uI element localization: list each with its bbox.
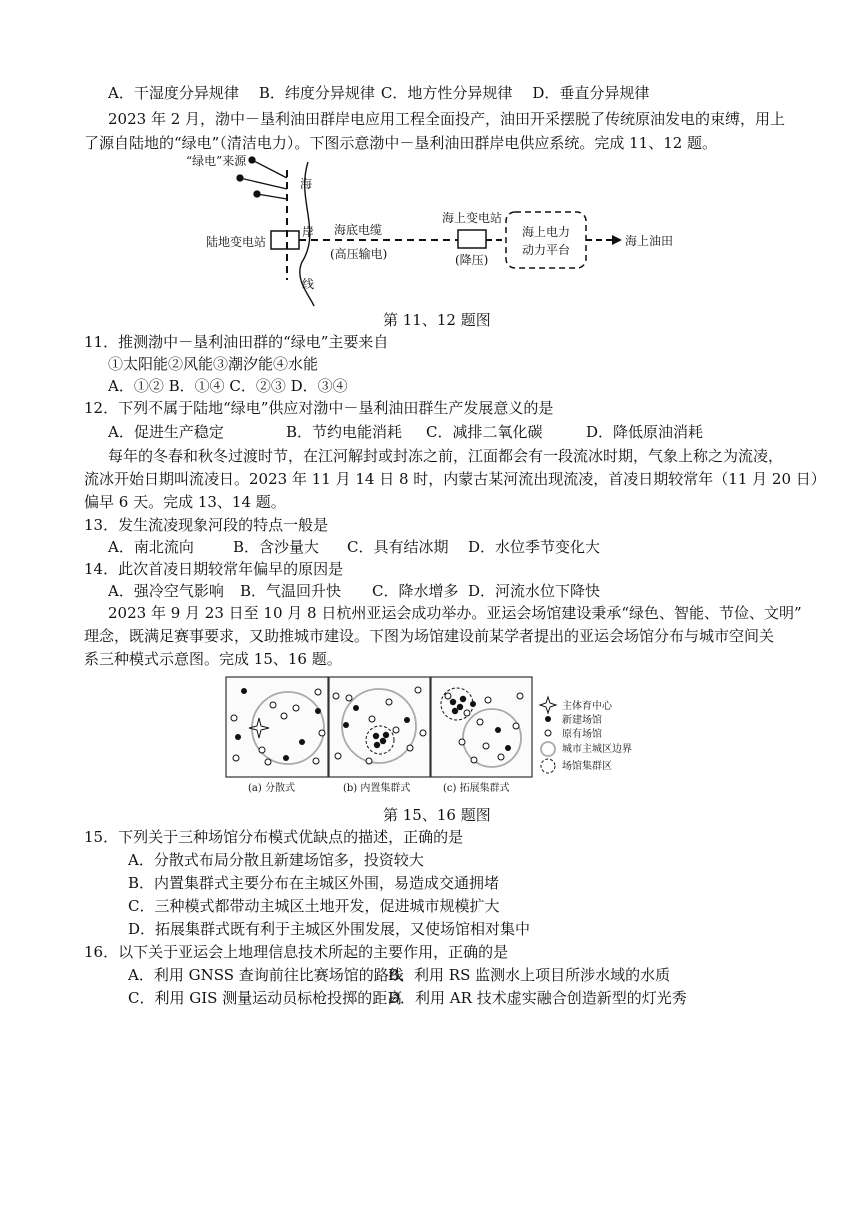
q13-option-a: A．南北流向: [108, 538, 194, 556]
q13-options: [108, 536, 600, 558]
q10-option-c: C．地方性分异规律: [380, 84, 513, 102]
cable-note: (高压输电): [330, 247, 388, 261]
figure1-caption: 第 11、12 题图: [383, 311, 491, 329]
q12-option-c: C．减排二氧化碳: [426, 423, 543, 441]
panel-a-label: (a) 分散式: [248, 783, 295, 794]
q13-option-b: B．含沙量大: [233, 538, 320, 556]
q13-option-d: D．水位季节变化大: [468, 538, 601, 556]
q16-option-d: D．利用 AR 技术虚实融合创造新型的灯光秀: [388, 989, 687, 1007]
legend-city-boundary: 城市主城区边界: [562, 744, 632, 755]
legend-old-venue-icon: [545, 730, 551, 736]
legend-new-venue: 新建场馆: [562, 715, 602, 726]
q12-stem: 12．下列不属于陆地“绿电”供应对渤中－垦利油田群生产发展意义的是: [84, 399, 554, 417]
q14-options: [108, 580, 600, 602]
q14-option-b: B．气温回升快: [240, 582, 342, 600]
q10-option-b: B．纬度分异规律: [258, 84, 375, 102]
figure-power-supply-diagram: [0, 0, 860, 320]
intro-15-16-line2: 理念，既满足赛事要求，又助推城市建设。下图为场馆建设前某学者提出的亚运会场馆分布与城市空间关: [84, 627, 775, 645]
q16-stem: 16．以下关于亚运会上地理信息技术所起的主要作用，正确的是: [84, 943, 509, 961]
sea-substation-note: (降压): [455, 253, 489, 267]
q14-option-a: A．强冷空气影响: [108, 582, 224, 600]
q12-options: [108, 421, 703, 443]
q15-option-d: D．拓展集群式既有利于主城区外围发展，又使场馆相对集中: [128, 920, 531, 938]
legend-old-venue: 原有场馆: [562, 729, 602, 740]
panel-b-inner-cluster: [329, 677, 430, 794]
q14-option-d: D．河流水位下降快: [468, 582, 601, 600]
intro-13-14-line2: 流冰开始日期叫流凌日。2023 年 11 月 14 日 8 时，内蒙古某河流出现流凌，首凌日期较常年（11 月 20 日）: [84, 470, 826, 488]
legend-new-venue-icon: [545, 716, 551, 722]
intro-13-14-line3: 偏早 6 天。完成 13、14 题。: [84, 493, 286, 511]
intro-13-14-line1: 每年的冬春和秋冬过渡时节，在江河解封或封冻之前，江面都会有一段流冰时期，气象上称之为流凌，: [108, 447, 784, 465]
sea-substation-box: [458, 230, 486, 248]
legend-star-icon: [540, 697, 556, 713]
sea-substation-label: 海上变电站: [442, 211, 503, 225]
q11-stem: 11．推测渤中－垦利油田群的“绿电”主要来自: [84, 333, 389, 351]
q15-stem: 15．下列关于三种场馆分布模式优缺点的描述，正确的是: [84, 828, 464, 846]
platform-label-2: 动力平台: [522, 243, 571, 257]
panel-b-label: (b) 内置集群式: [343, 783, 411, 794]
figure2-legend: [540, 697, 632, 773]
q11-options: A．①② B．①④ C．②③ D．③④: [108, 377, 348, 395]
power-platform-box: [506, 212, 586, 268]
q11-choices: ①太阳能②风能③潮汐能④水能: [108, 355, 319, 373]
cable-label: 海底电缆: [334, 223, 383, 237]
panel-a-scattered: [226, 677, 328, 794]
arrow-head: [612, 235, 622, 245]
legend-main-center: 主体育中心: [562, 701, 612, 712]
legend-cluster-icon: [541, 759, 555, 773]
panel-c-expanded-cluster: [431, 677, 532, 794]
coast-char-1: 海: [300, 177, 313, 191]
land-substation-label: 陆地变电站: [206, 235, 267, 249]
q16-option-b: B．利用 RS 监测水上项目所涉水域的水质: [388, 966, 671, 984]
q12-option-b: B．节约电能消耗: [286, 423, 403, 441]
legend-city-boundary-icon: [541, 742, 555, 756]
panel-c-label: (c) 拓展集群式: [443, 783, 510, 794]
figure2-caption: 第 15、16 题图: [383, 806, 491, 824]
q14-stem: 14．此次首凌日期较常年偏早的原因是: [84, 560, 344, 578]
q10-option-a: A．干湿度分异规律: [108, 84, 239, 102]
q15-option-b: B．内置集群式主要分布在主城区外围，易造成交通拥堵: [128, 874, 500, 892]
q16-options-row2: [128, 987, 687, 1009]
q10-option-d: D．垂直分异规律: [532, 84, 650, 102]
q15-option-c: C．三种模式都带动主城区土地开发，促进城市规模扩大: [128, 897, 500, 915]
coast-char-2: 岸: [302, 225, 315, 239]
platform-label-1: 海上电力: [522, 225, 571, 239]
q13-option-c: C．具有结冰期: [347, 538, 449, 556]
q16-option-a: A．利用 GNSS 查询前往比赛场馆的路线: [128, 966, 404, 984]
q12-option-a: A．促进生产稳定: [108, 423, 224, 441]
q12-option-d: D．降低原油消耗: [586, 423, 704, 441]
oilfield-label: 海上油田: [625, 234, 674, 248]
green-source-label: “绿电”来源: [186, 154, 247, 168]
intro-15-16-line3: 系三种模式示意图。完成 15、16 题。: [84, 650, 342, 668]
q14-option-c: C．降水增多: [372, 582, 459, 600]
intro-15-16-line1: 2023 年 9 月 23 日至 10 月 8 日杭州亚运会成功举办。亚运会场馆建设秉承“绿色、智能、节俭、文明”: [108, 604, 802, 622]
q16-option-c: C．利用 GIS 测量运动员标枪投掷的距离: [128, 989, 403, 1007]
q15-option-a: A．分散式布局分散且新建场馆多，投资较大: [128, 851, 424, 869]
figure-venue-patterns: [0, 672, 860, 802]
coast-char-3: 线: [302, 277, 315, 291]
legend-cluster: 场馆集群区: [562, 761, 612, 772]
land-substation-box: [271, 231, 299, 249]
intro-11-12-line2: 了源自陆地的“绿电”（清洁电力）。下图示意渤中－垦利油田群岸电供应系统。完成 11、12 题。: [84, 134, 718, 152]
q16-options-row1: [128, 964, 670, 986]
intro-11-12-line1: 2023 年 2 月，渤中－垦利油田群岸电应用工程全面投产，油田开采摆脱了传统原油发电的束缚，用上: [108, 110, 786, 128]
q13-stem: 13．发生流凌现象河段的特点一般是: [84, 516, 329, 534]
